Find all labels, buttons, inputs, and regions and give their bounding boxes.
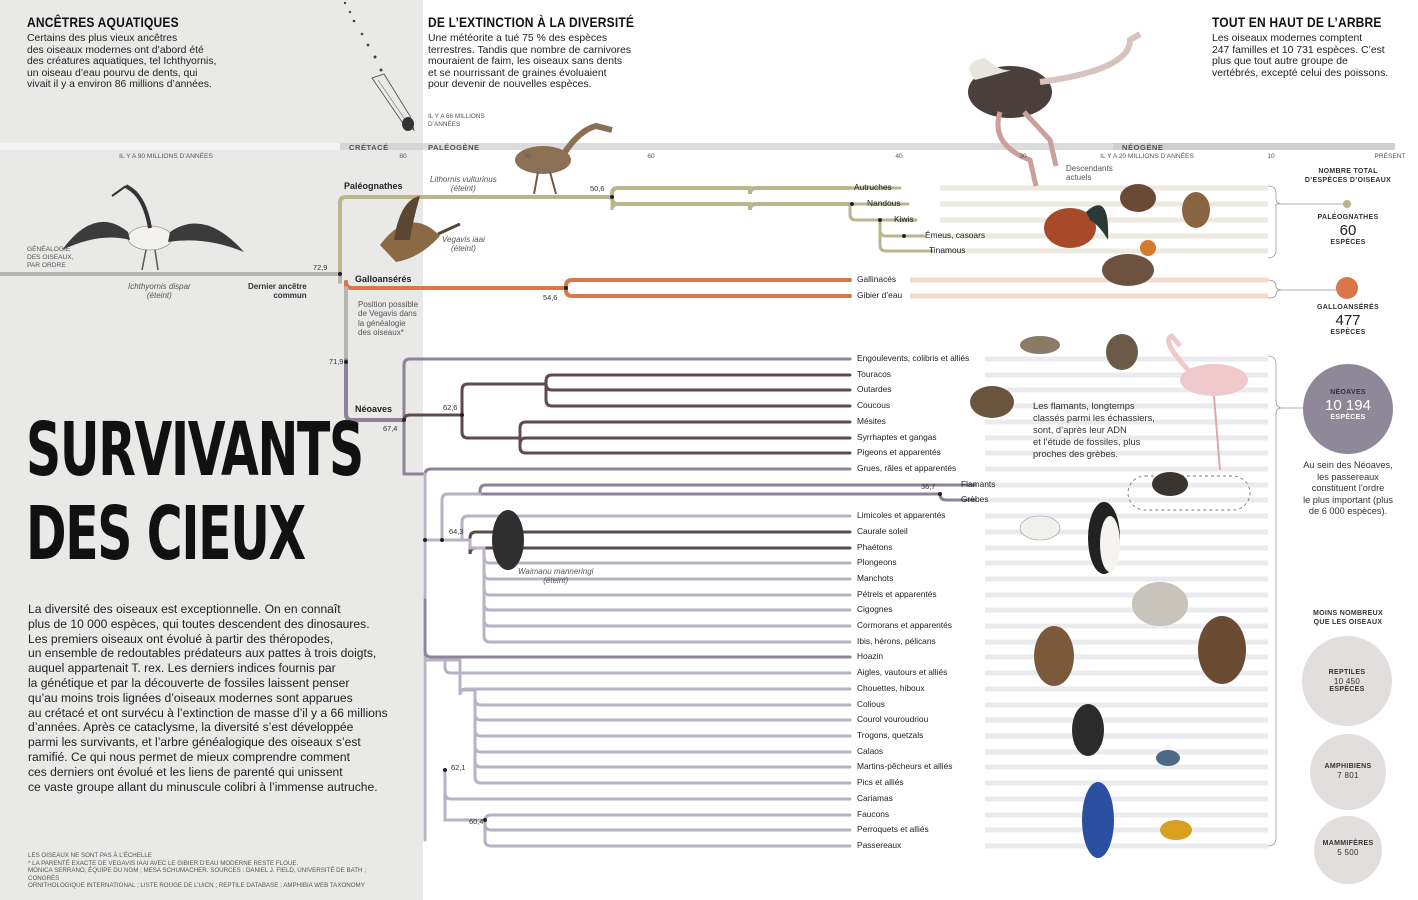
neo-bracket [1268,356,1282,846]
paleo-lineage-fade [940,249,1268,254]
neo-note [1292,460,1404,518]
text-line: Waimanu manneringi [518,567,594,576]
macaw-body [1082,782,1114,858]
text-line: MÓNICA SERRANO, ÉQUIPE DU NGM ; MESA SCHUMACHER. SOURCES : DANIEL J. FIELD, UNIVERSITÉ DE BATH ; CONGRÈS [28,867,366,882]
leaf-label-gallo: Gibier d’eau [857,290,903,300]
reptiles-name: REPTILES [1328,669,1366,676]
leaf-label-neo: Engoulevents, colibris et alliés [857,353,970,363]
meteor [344,2,414,131]
branch-node [938,492,942,496]
text-line: des oiseaux modernes ont d’abord été [27,44,204,56]
text-line: Les flamants, longtemps [1033,400,1135,411]
group-neoaves: Néoaves [355,404,393,414]
amphibiens-name: AMPHIBIENS [1324,763,1372,770]
leaf-label-neo: Ibis, hérons, pélicans [857,636,936,646]
neo-branch [460,689,850,695]
leaf-label-neo: Flamants [961,479,996,489]
leaf-label-neo: Limicoles et apparentés [857,510,946,520]
neo-branch [485,820,850,846]
neo-lineage-fade [985,608,1268,613]
text-line: (éteint) [146,291,172,300]
pelican-body [1132,582,1188,626]
timeline-segment [0,143,340,150]
neo-branch [520,438,850,453]
bird-neck [438,224,460,234]
text-line: et se nourrissant de graines évoluaient [428,67,607,79]
text-line: sont, d’après leur ADN [1033,424,1127,435]
text-line: Au sein des Néoaves, [1303,460,1393,470]
gallo-lineage-fade [910,278,1268,283]
meteor-particle [374,56,377,59]
lithornis-label [430,175,497,193]
text-line: NOMBRE TOTAL [1318,168,1378,175]
waimanu-label [518,567,593,585]
leaf-label-neo: Cormorans et apparentés [857,620,952,630]
paleo-count [1296,213,1400,246]
flamingo-neck [1169,336,1190,372]
text-line: (éteint) [543,576,569,585]
neo-lineage-fade [985,577,1268,582]
text-line: ce vaste groupe allant du minuscule colibri à l’immense autruche. [28,779,378,794]
neo-lineage-fade [985,561,1268,566]
leaf-label-neo: Aigles, vautours et alliés [857,667,948,677]
text-line: DES OISEAUX, [27,253,74,261]
neo-branch [484,557,850,563]
neo-lineage-fade [985,498,1268,503]
text-line: qu’au moins trois lignées d’oiseaux modernes sont apparues [28,690,353,705]
leaf-label-neo: Touracos [857,369,891,379]
text-line: GALLOANSÉRÉS [1317,304,1379,311]
neo-branch [475,700,850,752]
text-line: la génétique et par la découverte de fossiles laissent penser [28,675,350,690]
neo-branch [442,540,470,548]
branch-node [402,418,406,422]
neo-branch [470,548,850,554]
leaf-label-neo: Caurale soleil [857,526,908,536]
neo-count-circle [1303,364,1393,454]
meteor-particle [353,20,356,23]
neo-lineage-fade [985,828,1268,833]
paleo-branch [612,188,750,197]
text-line: (éteint) [450,244,476,253]
vulture-body [1198,616,1246,684]
text-line: 247 familles et 10 731 espèces. C’est [1212,44,1385,56]
species-count: 477 [1335,312,1361,329]
text-line: Dernier ancêtre [248,282,307,291]
leaf-label-neo: Courol vouroudriou [857,714,929,724]
text-line: vertébrés, excepté celui des poissons. [1212,67,1389,79]
neo-branch [462,384,546,415]
neo-lineage-fade [985,765,1268,770]
fewer-head [1296,609,1400,627]
leaf-label-neo: Perroquets et alliés [857,824,929,834]
waimanu-body [492,510,524,570]
page-title [26,408,363,576]
duck-head [1140,240,1156,256]
gallo-branch [566,288,850,296]
bird-leg [142,250,146,270]
species-count: 60 [1339,222,1357,239]
neo-branch [460,690,475,700]
text-line: et l’étude de fossiles, plus [1033,436,1141,447]
paleo-branch [750,188,850,194]
timeline-tick: IL Y A 90 MILLIONS D’ANNÉES [119,153,213,160]
text-line: la généalogie [358,318,406,328]
grebe-body [1152,472,1188,496]
leaf-label-neo: Calaos [857,746,884,756]
leaf-label-neo: Chouettes, hiboux [857,683,925,693]
text-line: mouraient de faim, les oiseaux sans dents [428,56,623,68]
node-age-label: 67,4 [383,424,398,433]
neo-branch [546,384,850,390]
group-galloanseres: Galloansérés [355,274,412,284]
neo-lineage-fade [985,546,1268,551]
timeline-tick: 10 [1267,153,1275,160]
neo-branch [475,700,850,720]
leaf-label-paleo: Émeus, casoars [925,230,986,240]
title-line: DES CIEUX [26,491,305,577]
text-line: actuels [1066,173,1092,182]
nightjar-body [1020,336,1060,354]
neo-lineage-fade [985,718,1268,723]
leaf-label-neo: Colious [857,699,885,709]
neo-branch [485,820,850,830]
text-line: Position possible [358,300,419,309]
text-line: ramifié. Ce qui nous permet de mieux comprendre comment [28,749,350,764]
hornbill-body [1072,704,1104,756]
neo-branch [475,700,850,767]
common-ancestor-label [248,282,307,300]
mammiferes-circle [1314,816,1382,884]
vegavis-position-note [358,300,418,338]
paleo-lineage-fade [940,186,1268,191]
text-line: Ichthyornis dispar [128,282,191,291]
neo-branch [546,375,850,384]
fine-print [28,852,388,890]
text-line: auquel appartenait T. rex. Les derniers indices fournis par [28,661,336,676]
kingfisher-body [1156,750,1180,766]
reptiles-circle [1302,636,1392,726]
node-age-label: 72,9 [313,263,328,272]
branch-node [878,218,882,222]
text-line: Lithornis vulturinus [430,175,497,184]
text-line: Certains des plus vieux ancêtres [27,33,178,44]
branch-node [443,768,447,772]
text-line: ces derniers ont évolué et les liens de parenté qui unissent [28,764,343,779]
leaf-label-neo: Grues, râles et apparentés [857,463,957,473]
meteor-particle [349,11,351,13]
text-line: Les oiseaux modernes comptent [1212,33,1363,44]
timeline-tick: 30 [1019,153,1027,160]
bird-leg [534,172,538,194]
leaf-label-paleo: Nandous [867,198,901,208]
paleo-lineage-fade [940,202,1268,207]
neo-branch [425,469,850,475]
group-paleognathes: Paléognathes [344,181,403,191]
leaf-label-neo: Syrrhaptes et gangas [857,432,937,442]
leaf-label-neo: Manchots [857,573,894,583]
duck-body [1102,254,1154,286]
leaf-label-neo: Pétrels et apparentés [857,589,937,599]
node-age-label: 54,6 [543,293,558,302]
text-line: Descendants [1066,164,1113,173]
paleo-dot [1343,200,1351,208]
leaf-label-neo: Faucons [857,809,890,819]
leaf-label-neo: Grèbes [961,494,989,504]
tropicbird-body [1020,516,1060,540]
leaf-label-neo: Passereaux [857,840,902,850]
title-line: SURVIVANTS [26,407,363,493]
reptiles-count: 10 450 [1333,677,1361,686]
node-age-label: 62,1 [451,763,466,772]
node-age-label: 64,3 [449,527,464,536]
ostrich-illustration [968,34,1140,186]
bird-neck [126,186,150,228]
neo-lineage-fade [985,844,1268,849]
neo-species-count: 10 194 [1325,397,1371,414]
branch-node [610,195,614,199]
leaf-label-neo: Cigognes [857,604,893,614]
neo-branch [445,660,850,673]
neo-branch [470,532,850,548]
neo-lineage-fade [985,750,1268,755]
text-line: IL Y A 66 MILLIONS [428,113,485,120]
leaf-label-paleo: Tinamous [929,245,966,255]
leaf-label-neo: Trogons, quetzals [857,730,924,740]
node-age-label: 50,6 [590,184,605,193]
branch-node [483,818,487,822]
timeline-tick: PRÉSENT [1374,153,1406,160]
text-line: les passereaux [1317,471,1379,482]
kiwi-body [1120,184,1156,212]
era-paleogene: PALÉOGÈNE [428,143,480,152]
text-line: un oiseau d’eau pourvu de dents, qui [27,67,198,79]
text-line: un ensemble de redoutables prédateurs aux pattes à trois doigts, [28,646,377,661]
leaf-label-neo: Pics et alliés [857,777,904,787]
node-age-label: 60,4 [469,817,484,826]
text-line: MOINS NOMBREUX [1313,610,1383,617]
text-line: classés parmi les échassiers, [1033,412,1155,423]
node-age-label: 71,9 [329,357,344,366]
text-line: des oiseaux* [358,328,404,338]
text-line: QUE LES OISEAUX [1313,619,1383,626]
genealogy-label [27,246,74,269]
neo-lineage-fade [985,467,1268,472]
node-age-label: 36,7 [921,482,936,491]
neo-lineage-fade [985,593,1268,598]
paleo-lineage-fade [940,234,1268,239]
text-line: constituent l’ordre [1311,483,1385,494]
neo-lineage-fade [985,687,1268,692]
extinction-title: DE L’EXTINCTION À LA DIVERSITÉ [428,14,635,30]
leaf-label-neo: Hoazin [857,651,884,661]
neo-branch [475,699,850,705]
sandgrouse-body [970,386,1014,418]
text-line: Les premiers oiseaux ont évolué à partir des théropodes, [28,631,334,646]
intro-text [28,602,388,794]
bird-leg [550,172,556,194]
era-neogene: NÉOGÈNE [1122,143,1164,152]
neo-branch [520,422,850,438]
text-line: plus que tout autre groupe de [1212,56,1348,68]
leaf-label-paleo: Autruches [854,182,892,192]
meteor-particle [344,2,346,4]
timeline-tick: IL Y A 20 MILLIONS D’ANNÉES [1100,153,1194,160]
text-line: La diversité des oiseaux est exceptionnelle. On en connaît [28,602,341,616]
text-line: plus de 10 000 espèces, qui toutes descendent des dinosaures. [28,616,370,631]
neo-branch [520,438,850,444]
flamant-grebe-highlight [1128,476,1250,510]
gallo-count [1296,303,1400,336]
leaf-label-neo: Plongeons [857,557,897,567]
neo-branch [462,415,520,438]
timeline-tick: 40 [895,153,903,160]
penguin-belly [1100,516,1120,572]
neo-lineage-fade [985,781,1268,786]
neo-branch [475,700,850,783]
text-line: Une météorite a tué 75 % des espèces [428,33,608,44]
meteor-particle [380,69,383,72]
branch-node [344,360,348,364]
neo-branch [445,770,485,820]
text-line: le plus important (plus [1303,494,1393,505]
leaf-label-neo: Phaétons [857,542,893,552]
flamingo-note [1033,400,1155,460]
owl-body [1034,626,1074,686]
leaf-label-paleo: Kiwis [894,214,914,224]
bird-body [128,226,172,250]
mammiferes-name: MAMMIFÈRES [1322,840,1374,847]
text-line: Vegavis iaai [442,235,485,244]
neo-lineage-fade [985,514,1268,519]
text-line: (éteint) [450,184,476,193]
oriole-body [1160,820,1192,840]
neo-lineage-fade [985,703,1268,708]
leaf-label-neo: Mésites [857,416,886,426]
leaf-label-neo: Coucous [857,400,891,410]
paleo-bracket [1268,186,1282,258]
meteor-particle [361,33,364,36]
branch-node [564,286,568,290]
ichthyornis-label [128,282,191,300]
ichthyornis-illustration [62,186,244,270]
text-line: pour devenir de nouvelles espèces. [428,79,592,91]
gallo-bracket [1268,280,1282,298]
total-species-head [1296,167,1400,185]
branch-node [460,413,464,417]
amphibiens-count: 7 801 [1337,771,1359,780]
reptiles-unit: ESPÈCES [1329,686,1365,693]
text-line: PAR ORDRE [27,261,66,269]
text-line: commun [273,291,307,300]
text-line: ESPÈCES [1330,239,1366,246]
text-line: parmi les survivants, et l’arbre généalogique des oiseaux s’est [28,735,361,750]
gallo-lineage-fade [910,294,1268,299]
text-line: d’années. Après ce cataclysme, la diversité s’est développée [28,720,354,735]
text-line: de 6 000 espèces). [1308,506,1388,517]
text-line: au crétacé et ont survécu à l’extinction de masse d’il y a 66 millions [28,705,388,720]
neo-lineage-fade [985,734,1268,739]
text-line: terrestres. Tandis que nombre de carnivores [428,44,632,56]
text-line: GÉNÉALOGIE [27,246,71,253]
text-line: proches des grèbes. [1033,448,1118,459]
text-line: PALÉOGNATHES [1317,214,1379,221]
arbre-title: TOUT EN HAUT DE L’ARBRE [1212,14,1382,30]
neo-branch [404,415,462,421]
neo-lineage-fade [985,483,1268,488]
meteor-rock [402,117,414,131]
meteor-particle [367,44,370,47]
amphibiens-circle [1310,734,1386,810]
text-line: D’ESPÈCES D’OISEAUX [1304,177,1392,184]
text-line: vivait il y a environ 86 millions d’années. [27,79,212,91]
gallo-branch [566,280,850,288]
branch-node [338,272,342,276]
text-line: LES OISEAUX NE SONT PAS À L’ÉCHELLE [28,852,152,859]
timeline-tick: 80 [399,153,407,160]
timeline-tick: 70 [523,153,531,160]
text-line: ESPÈCES [1330,329,1366,336]
branch-node [440,538,444,542]
neo-lineage-fade [985,797,1268,802]
era-cretace: CRÉTACÉ [349,143,389,152]
leaf-label-neo: Martins-pêcheurs et alliés [857,761,953,771]
neo-branch [546,384,850,406]
text-line: D’ANNÉES [428,120,461,128]
neo-unit: ESPÈCES [1330,414,1366,421]
tinamou-body [1182,192,1210,228]
leaf-label-neo: Outardes [857,384,892,394]
bustard-body [1106,334,1138,370]
leaf-label-neo: Pigeons et apparentés [857,447,941,457]
branch-node [850,202,854,206]
bird-leg [155,250,158,270]
leaf-label-neo: Cariamas [857,793,893,803]
node-age-label: 62,6 [443,403,458,412]
text-line: de Vegavis dans [358,309,417,319]
text-line: ORNITHOLOGIQUE INTERNATIONAL ; LISTE ROUGE DE L’UICN ; REPTILE DATABASE ; AMPHIBIA WEB TAXONOMY [28,882,365,890]
text-line: * LA PARENTÉ EXACTE DE VEGAVIS IAAI AVEC LE GIBIER D’EAU MODERNE RESTE FLOUE. [28,859,299,867]
gallo-dot [1336,277,1358,299]
vegavis-label [442,235,485,253]
mammiferes-count: 5 500 [1337,848,1359,857]
bird-wing [168,224,244,252]
neo-name: NÉOAVES [1330,389,1366,396]
bird-neck [1040,34,1140,82]
branch-node [902,234,906,238]
text-line: des créatures aquatiques, tel Ichthyornis, [27,56,217,68]
paleo-branch [612,204,850,210]
neo-lineage-fade [985,813,1268,818]
bird-beak [112,186,126,196]
ancetres-title: ANCÊTRES AQUATIQUES [27,14,179,30]
descendants-label [1066,164,1113,182]
leaf-label-gallo: Gallinacés [857,274,897,284]
neo-branch [445,660,460,690]
branch-node [423,538,427,542]
neo-branch [485,815,850,821]
timeline-tick: 60 [647,153,655,160]
